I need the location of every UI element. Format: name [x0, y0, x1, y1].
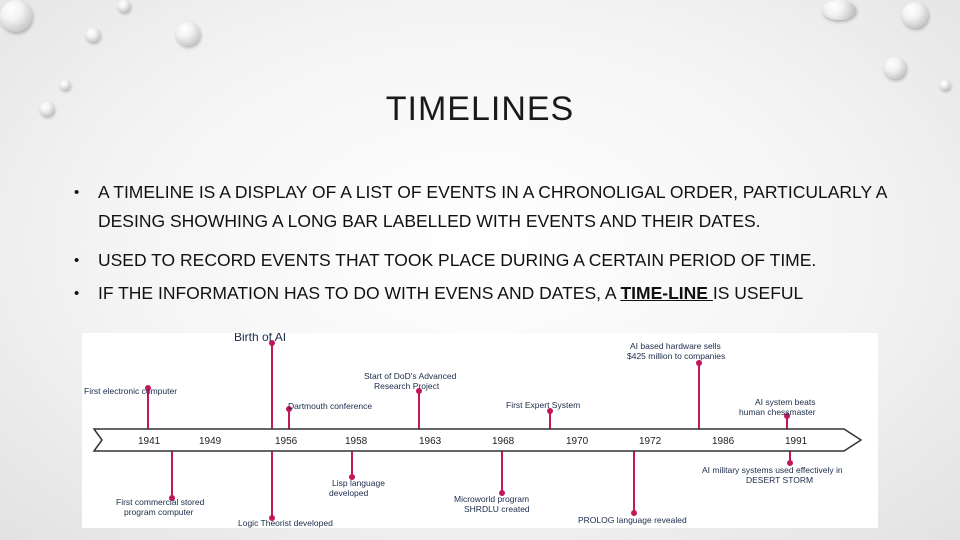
bullet-text: USED TO RECORD EVENTS THAT TOOK PLACE DURING A CERTAIN PERIOD OF TIME. [98, 250, 817, 270]
timeline-emphasis: TIME-LINE [620, 283, 713, 303]
event-label-line: Lisp language [332, 478, 385, 488]
event-label-multiline [116, 497, 207, 517]
year-label: 1941 [138, 436, 161, 447]
event-label-line: AI system beats [755, 397, 816, 407]
event-label: First electronic computer [84, 386, 178, 396]
bullet-text: IF THE INFORMATION HAS TO DO WITH EVENS AND DATES, A [98, 283, 621, 303]
year-label: 1956 [275, 436, 298, 447]
water-drop-decoration [940, 80, 950, 90]
event-label: Birth of AI [234, 333, 287, 344]
event-label: PROLOG language revealed [578, 515, 687, 525]
bullet-text: A TIMELINE IS A DISPLAY OF A LIST OF EVENTS IN A CHRONOLIGAL ORDER, PARTICULARLY A DESING SHOWHING A LONG BAR LABELLED WITH EVENTS AND THEIR DATES. [98, 182, 887, 231]
event-label: Dartmouth conference [288, 401, 373, 411]
event-label-line: SHRDLU created [464, 504, 530, 514]
event-label-multiline [739, 397, 818, 417]
timeline-svg [82, 333, 878, 528]
event-label-line: AI military systems used effectively in [702, 465, 843, 475]
year-label: 1972 [639, 436, 662, 447]
water-drop-decoration [176, 22, 200, 46]
event-label-multiline [627, 341, 725, 361]
bullet-list [74, 178, 924, 318]
year-label: 1963 [419, 436, 442, 447]
slide-title: TIMELINES [385, 90, 575, 128]
event-label: Logic Theorist developed [238, 518, 333, 528]
event-label-line: First commercial stored [116, 497, 205, 507]
year-label: 1986 [712, 436, 735, 447]
water-drop-decoration [60, 80, 70, 90]
event-label-line: developed [329, 488, 369, 498]
year-label: 1991 [785, 436, 808, 447]
bullet-item [74, 246, 924, 275]
event-label-multiline [329, 478, 387, 498]
event-label-line: Research Project [374, 381, 440, 391]
event-label-multiline [454, 494, 531, 514]
bullet-item [74, 178, 924, 236]
water-drop-decoration [902, 2, 928, 28]
event-label-line: $425 million to companies [627, 351, 726, 361]
event-label-line: Microworld program [454, 494, 530, 504]
timeline-diagram [82, 333, 878, 528]
water-drop-decoration [884, 57, 906, 79]
water-drop-decoration [86, 28, 100, 42]
year-label: 1949 [199, 436, 222, 447]
water-drop-decoration [118, 0, 130, 12]
event-label-line: AI based hardware sells [630, 341, 721, 351]
event-label-line: program computer [124, 507, 194, 517]
year-label: 1958 [345, 436, 368, 447]
water-drop-decoration [822, 0, 856, 20]
event-label: First Expert System [506, 400, 581, 410]
event-label-line: DESERT STORM [746, 475, 814, 485]
year-label: 1968 [492, 436, 515, 447]
bullet-item [74, 279, 924, 308]
water-drop-decoration [0, 0, 32, 32]
event-label-multiline [702, 465, 845, 485]
event-label-line: Start of DoD's Advanced [364, 371, 457, 381]
year-label: 1970 [566, 436, 589, 447]
event-label-multiline [364, 371, 459, 391]
event-label-line: human chessmaster [739, 407, 816, 417]
bullet-text: IS USEFUL [712, 283, 804, 303]
